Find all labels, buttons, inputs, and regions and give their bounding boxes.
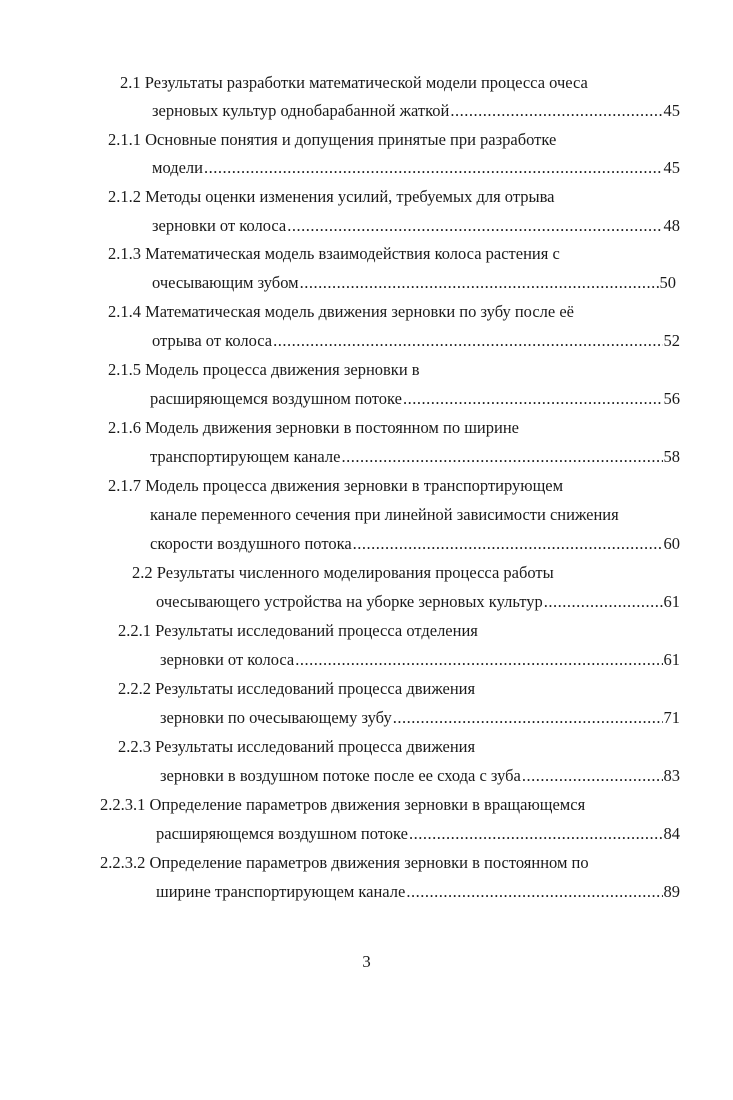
toc-title: Модель процесса движения зерновки в [145, 360, 420, 379]
toc-number: 2.2.3.2 [100, 853, 146, 872]
dot-leader [403, 389, 663, 409]
toc-entry-2-1-2-line1 [108, 187, 554, 207]
dot-leader [341, 447, 662, 467]
toc-entry-2-1-4-line2 [152, 331, 680, 351]
toc-title-cont: модели [152, 158, 203, 177]
toc-number: 2.1.7 [108, 476, 141, 495]
toc-entry-2-2-3-1-line2 [156, 824, 680, 844]
toc-page-number: 89 [663, 882, 680, 901]
toc-number: 2.1.4 [108, 302, 141, 321]
toc-title-cont: очесывающего устройства на уборке зерновых культур [156, 592, 543, 611]
toc-number: 2.1.5 [108, 360, 141, 379]
toc-title: Математическая модель движения зерновки по зубу после её [145, 302, 574, 321]
toc-entry-2-2-3-1-line1 [100, 795, 585, 815]
dot-leader [409, 824, 663, 844]
toc-title-cont: зерновки от колоса [152, 216, 287, 235]
toc-entry-2-1-6-line2 [150, 447, 680, 467]
toc-title: Математическая модель взаимодействия колоса растения с [145, 244, 560, 263]
toc-page-number: 60 [663, 534, 680, 553]
toc-page-number: 45 [663, 158, 680, 177]
toc-entry-2-1-line2 [152, 101, 680, 121]
toc-page-number: 48 [663, 216, 680, 235]
toc-title-cont: транспортирующем канале [150, 447, 341, 466]
toc-page-number: 61 [663, 592, 680, 611]
toc-number: 2.2.1 [118, 621, 151, 640]
toc-entry-2-2-2-line2 [160, 708, 680, 728]
toc-title: Основные понятия и допущения принятые при разработке [145, 130, 557, 149]
toc-title-cont: скорости воздушного потока [150, 534, 352, 553]
page-number: 3 [362, 952, 371, 971]
toc-entry-2-1-4-line1 [108, 302, 574, 322]
dot-leader [273, 331, 662, 351]
toc-title-cont: отрыва от колоса [152, 331, 273, 350]
dot-leader [406, 882, 662, 902]
toc-title: Определение параметров движения зерновки в постоянном по [149, 853, 589, 872]
toc-title: Методы оценки изменения усилий, требуемых для отрыва [145, 187, 555, 206]
toc-title: Результаты разработки математической модели процесса очеса [144, 73, 588, 92]
toc-title-cont: расширяющемся воздушном потоке [150, 389, 402, 408]
dot-leader [353, 534, 663, 554]
toc-entry-2-1-6-line1 [108, 418, 519, 438]
toc-entry-2-1-1-line1 [108, 130, 556, 150]
toc-entry-2-1-7-line2 [150, 505, 619, 525]
toc-title-cont: зерновки по очесывающему зубу [160, 708, 392, 727]
dot-leader [295, 650, 662, 670]
toc-entry-2-2-3-line2 [160, 766, 680, 786]
toc-page-number: 61 [663, 650, 680, 669]
toc-number: 2.2.3 [118, 737, 151, 756]
toc-page-number: 83 [663, 766, 680, 785]
toc-title: Модель движения зерновки в постоянном по ширине [145, 418, 519, 437]
toc-entry-2-1-5-line2 [150, 389, 680, 409]
toc-entry-2-2-1-line1 [118, 621, 478, 641]
toc-page-number: 84 [663, 824, 680, 843]
toc-page-number: 52 [663, 331, 680, 350]
toc-number: 2.1.6 [108, 418, 141, 437]
toc-title-cont: ширине транспортирующем канале [156, 882, 406, 901]
dot-leader [287, 216, 662, 236]
toc-title: Результаты исследований процесса движения [155, 679, 476, 698]
toc-entry-2-2-3-line1 [118, 737, 475, 757]
toc-title-cont: зерновых культур однобарабанной жаткой [152, 101, 450, 120]
toc-title: Результаты исследований процесса движения [155, 737, 476, 756]
toc-entry-2-1-5-line1 [108, 360, 420, 380]
toc-title: Результаты исследований процесса отделения [155, 621, 478, 640]
toc-page-number: 58 [663, 447, 680, 466]
toc-entry-2-1-3-line2 [152, 273, 676, 293]
toc-page-number: 50 [659, 273, 676, 292]
toc-number: 2.2 [132, 563, 153, 582]
toc-page-number: 56 [663, 389, 680, 408]
toc-entry-2-2-2-line1 [118, 679, 475, 699]
toc-title: Модель процесса движения зерновки в транспортирующем [145, 476, 564, 495]
toc-number: 2.2.3.1 [100, 795, 146, 814]
toc-entry-2-2-line2 [156, 592, 680, 612]
dot-leader [204, 158, 663, 178]
dot-leader [544, 592, 663, 612]
dot-leader [450, 101, 662, 121]
toc-entry-2-1-7-line3 [150, 534, 680, 554]
toc-entry-2-1-1-line2 [152, 158, 680, 178]
toc-entry-2-1-3-line1 [108, 244, 560, 264]
toc-title-cont: зерновки от колоса [160, 650, 295, 669]
toc-entry-2-1-7-line1 [108, 476, 563, 496]
toc-title-cont: очесывающим зубом [152, 273, 299, 292]
dot-leader [522, 766, 663, 786]
toc-title: Определение параметров движения зерновки в вращающемся [149, 795, 586, 814]
toc-title-cont: канале переменного сечения при линейной зависимости снижения [150, 505, 619, 524]
toc-number: 2.1.3 [108, 244, 141, 263]
toc-entry-2-1-2-line2 [152, 216, 680, 236]
toc-title: Результаты численного моделирования процесса работы [156, 563, 554, 582]
toc-title-cont: расширяющемся воздушном потоке [156, 824, 408, 843]
toc-entry-2-1-line1 [120, 73, 588, 93]
toc-entry-2-2-line1 [132, 563, 554, 583]
toc-title-cont: зерновки в воздушном потоке после ее схода с зуба [160, 766, 521, 785]
toc-entry-2-2-1-line2 [160, 650, 680, 670]
toc-number: 2.1.1 [108, 130, 141, 149]
dot-leader [393, 708, 663, 728]
toc-entry-2-2-3-2-line2 [156, 882, 680, 902]
toc-number: 2.1.2 [108, 187, 141, 206]
dot-leader [300, 273, 659, 293]
toc-page-number: 45 [663, 101, 680, 120]
toc-page-number: 71 [663, 708, 680, 727]
toc-entry-2-2-3-2-line1 [100, 853, 589, 873]
toc-number: 2.1 [120, 73, 141, 92]
toc-number: 2.2.2 [118, 679, 151, 698]
